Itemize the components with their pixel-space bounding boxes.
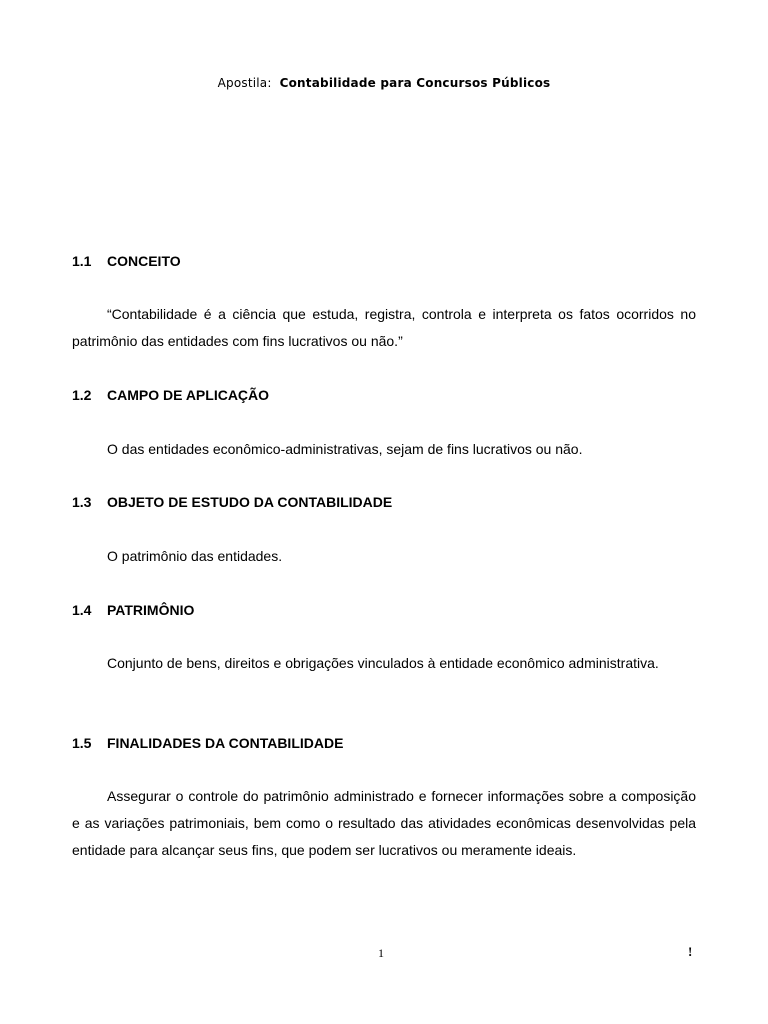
header-title: Contabilidade para Concursos Públicos: [279, 76, 551, 90]
paragraph-campo-de-aplicacao: O das entidades econômico-administrativas, sejam de fins lucrativos ou não.: [107, 441, 583, 457]
section-title: OBJETO DE ESTUDO DA CONTABILIDADE: [107, 494, 393, 510]
paragraph-conceito: “Contabilidade é a ciência que estuda, registra, controla e interpreta os fatos ocorridos no patrimônio das entidades com fins lucrativos ou não.”: [72, 306, 696, 349]
page-number: 1: [378, 946, 384, 960]
document-header: [0, 76, 768, 90]
section-title: FINALIDADES DA CONTABILIDADE: [107, 735, 344, 751]
section-heading-campo-de-aplicacao: [72, 387, 269, 403]
section-heading-finalidades: [72, 735, 343, 751]
paragraph-patrimonio: Conjunto de bens, direitos e obrigações vinculados à entidade econômico administrativa.: [107, 655, 659, 671]
section-heading-patrimonio: [72, 602, 194, 618]
section-number: 1.2: [72, 387, 92, 403]
section-title: CAMPO DE APLICAÇÃO: [107, 387, 270, 403]
paragraph-finalidades: Assegurar o controle do patrimônio administrado e fornecer informações sobre a composição e as variações patrimoniais, bem como o resultado das atividades econômicas desenvolvidas pela entidade para alcançar seus fins, que podem ser lucrativos ou meramente ideais.: [72, 788, 696, 858]
paragraph-objeto-de-estudo: O patrimônio das entidades.: [107, 548, 283, 564]
section-title: PATRIMÔNIO: [107, 602, 195, 618]
section-number: 1.4: [72, 602, 92, 618]
section-number: 1.1: [72, 253, 92, 269]
section-heading-conceito: [72, 253, 181, 269]
section-heading-objeto-de-estudo: [72, 494, 392, 510]
section-number: 1.3: [72, 494, 92, 510]
section-number: 1.5: [72, 735, 92, 751]
footer-mark: !: [688, 944, 693, 959]
section-title: CONCEITO: [107, 253, 181, 269]
header-prefix: Apostila:: [217, 76, 272, 90]
